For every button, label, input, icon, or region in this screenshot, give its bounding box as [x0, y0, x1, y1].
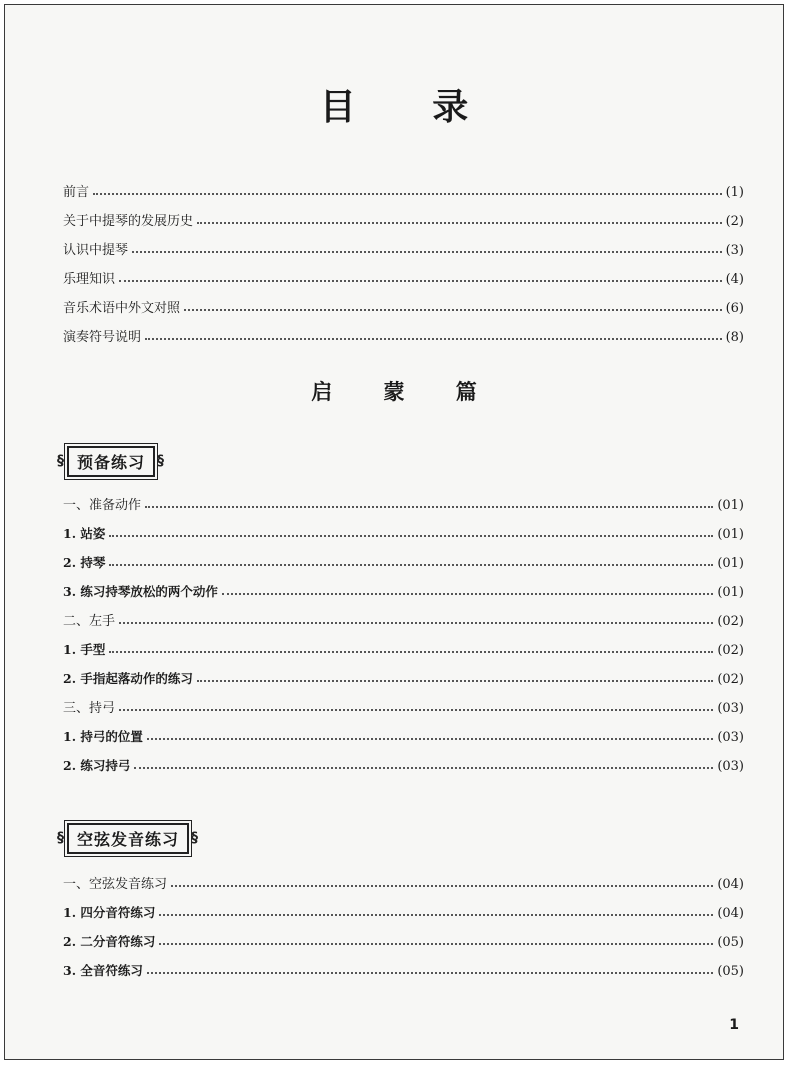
toc-entry-label: 1. 站姿: [63, 526, 106, 541]
section1-toc: [63, 484, 744, 774]
section-heading-frame: § 空弦发音练习 §: [67, 823, 189, 854]
toc-page-number: (05): [717, 964, 744, 979]
dot-leader: [134, 767, 713, 769]
toc-row[interactable]: [63, 658, 744, 687]
toc-entry-label: 2. 二分音符练习: [63, 934, 156, 949]
toc-entry-label: 1. 手型: [63, 642, 106, 657]
dot-leader: [171, 885, 713, 887]
toc-entry-label: 1. 持弓的位置: [63, 729, 143, 744]
page-number: 1: [729, 1017, 739, 1033]
toc-row[interactable]: [63, 484, 744, 513]
toc-entry-label: 一、准备动作: [63, 498, 142, 513]
toc-row[interactable]: [63, 571, 744, 600]
dot-leader: [145, 506, 713, 508]
toc-row[interactable]: [63, 542, 744, 571]
toc-page-number: (01): [717, 585, 744, 600]
dot-leader: [119, 622, 713, 624]
part-title: 启 蒙 篇: [311, 380, 499, 404]
dot-leader: [109, 651, 713, 653]
dot-leader: [222, 593, 713, 595]
toc-entry-label: 音乐术语中外文对照: [63, 301, 181, 316]
dot-leader: [145, 338, 722, 340]
toc-row[interactable]: [63, 863, 744, 892]
toc-row[interactable]: [63, 200, 744, 229]
toc-page-number: (05): [717, 935, 744, 950]
toc-page-number: (01): [717, 498, 744, 513]
dot-leader: [109, 564, 713, 566]
toc-entry-label: 三、持弓: [63, 701, 116, 716]
section2-toc: [63, 863, 744, 979]
front-matter-toc: [63, 171, 744, 345]
toc-row[interactable]: [63, 687, 744, 716]
dot-leader: [184, 309, 722, 311]
toc-row[interactable]: [63, 950, 744, 979]
dot-leader: [109, 535, 713, 537]
dot-leader: [159, 914, 713, 916]
toc-entry-label: 3. 全音符练习: [63, 963, 143, 978]
toc-row[interactable]: [63, 258, 744, 287]
toc-page-number: (02): [717, 672, 744, 687]
dot-leader: [93, 193, 722, 195]
toc-entry-label: 乐理知识: [63, 272, 116, 287]
toc-page-number: (04): [717, 877, 744, 892]
toc-entry-label: 1. 四分音符练习: [63, 905, 156, 920]
toc-row[interactable]: [63, 600, 744, 629]
dot-leader: [197, 222, 722, 224]
toc-page-number: (3): [725, 243, 744, 258]
toc-entry-label: 3. 练习持琴放松的两个动作: [63, 584, 218, 599]
toc-row[interactable]: [63, 745, 744, 774]
section-heading-frame: § 预备练习 §: [67, 446, 155, 477]
toc-page-number: (01): [717, 556, 744, 571]
toc-entry-label: 2. 练习持弓: [63, 758, 131, 773]
toc-page-number: (03): [717, 701, 744, 716]
toc-entry-label: 前言: [63, 185, 90, 200]
toc-page-number: (03): [717, 759, 744, 774]
toc-row[interactable]: [63, 892, 744, 921]
toc-page-number: (03): [717, 730, 744, 745]
dot-leader: [132, 251, 722, 253]
toc-row[interactable]: [63, 513, 744, 542]
toc-page-number: (8): [725, 330, 744, 345]
dot-leader: [119, 280, 722, 282]
dot-leader: [119, 709, 713, 711]
toc-entry-label: 一、空弦发音练习: [63, 877, 168, 892]
toc-entry-label: 认识中提琴: [63, 243, 129, 258]
toc-page-number: (6): [725, 301, 744, 316]
dot-leader: [147, 972, 713, 974]
toc-entry-label: 关于中提琴的发展历史: [63, 214, 194, 229]
toc-row[interactable]: [63, 716, 744, 745]
toc-page-number: (1): [725, 185, 744, 200]
dot-leader: [197, 680, 713, 682]
page-title: 目 录: [319, 87, 501, 128]
toc-entry-label: 2. 手指起落动作的练习: [63, 671, 193, 686]
toc-page-number: (2): [725, 214, 744, 229]
toc-row[interactable]: [63, 229, 744, 258]
dot-leader: [147, 738, 713, 740]
toc-page-number: (02): [717, 614, 744, 629]
toc-entry-label: 演奏符号说明: [63, 330, 142, 345]
toc-row[interactable]: [63, 921, 744, 950]
toc-entry-label: 2. 持琴: [63, 555, 106, 570]
toc-entry-label: 二、左手: [63, 614, 116, 629]
toc-row[interactable]: [63, 171, 744, 200]
toc-row[interactable]: [63, 287, 744, 316]
toc-row[interactable]: [63, 316, 744, 345]
toc-page-number: (4): [725, 272, 744, 287]
dot-leader: [159, 943, 713, 945]
document-page: [4, 4, 784, 1060]
toc-row[interactable]: [63, 629, 744, 658]
toc-page-number: (04): [717, 906, 744, 921]
toc-page-number: (01): [717, 527, 744, 542]
toc-page-number: (02): [717, 643, 744, 658]
